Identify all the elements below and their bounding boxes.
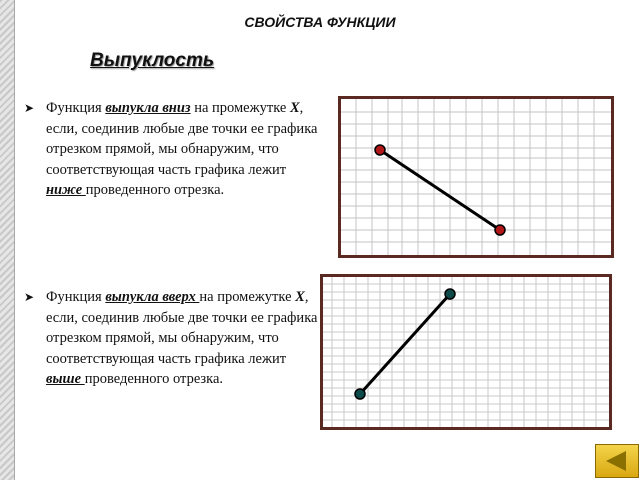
arrowhead-bullet-icon: ➤: [24, 101, 35, 115]
grid-lines: [340, 98, 612, 256]
graph-frame: [340, 98, 613, 257]
grid-lines: [322, 276, 610, 428]
section-subtitle: Выпуклость: [90, 50, 215, 71]
position-above: выше: [46, 371, 85, 388]
term-convex-down: выпукла вниз: [105, 100, 191, 116]
back-button[interactable]: [595, 444, 639, 478]
endpoint-marker: [375, 145, 385, 155]
definition-convex-down: ➤ Функция выпукла вниз на промежутке X, если, соединив любые две точки ее графика отрезком прямой, мы обнаружим, что соответствующая часть графика лежит ниже проведенного отрезка.: [24, 100, 318, 199]
chord-segment: [360, 294, 450, 394]
arrowhead-bullet-icon: ➤: [24, 290, 35, 304]
graph-convex-up: [320, 274, 612, 430]
slide-title: СВОЙСТВА ФУНКЦИИ: [244, 14, 396, 30]
interval-symbol: X: [289, 100, 300, 116]
endpoint-marker: [355, 389, 365, 399]
endpoint-marker: [495, 225, 505, 235]
term-convex-up: выпукла вверх: [105, 289, 200, 305]
interval-symbol: X: [295, 289, 305, 305]
position-below: ниже: [46, 182, 86, 199]
endpoint-marker: [445, 289, 455, 299]
graph-frame: [322, 276, 611, 429]
back-arrow-icon: [596, 445, 638, 477]
graph-convex-down: [338, 96, 614, 258]
definition-convex-up: ➤ Функция выпукла вверх на промежутке X, если, соединив любые две точки ее графика отрезком прямой, мы обнаружим, что соответствующая часть графика лежит выше проведенного отрезка.: [24, 289, 318, 388]
decorative-side-strip: [0, 0, 15, 480]
